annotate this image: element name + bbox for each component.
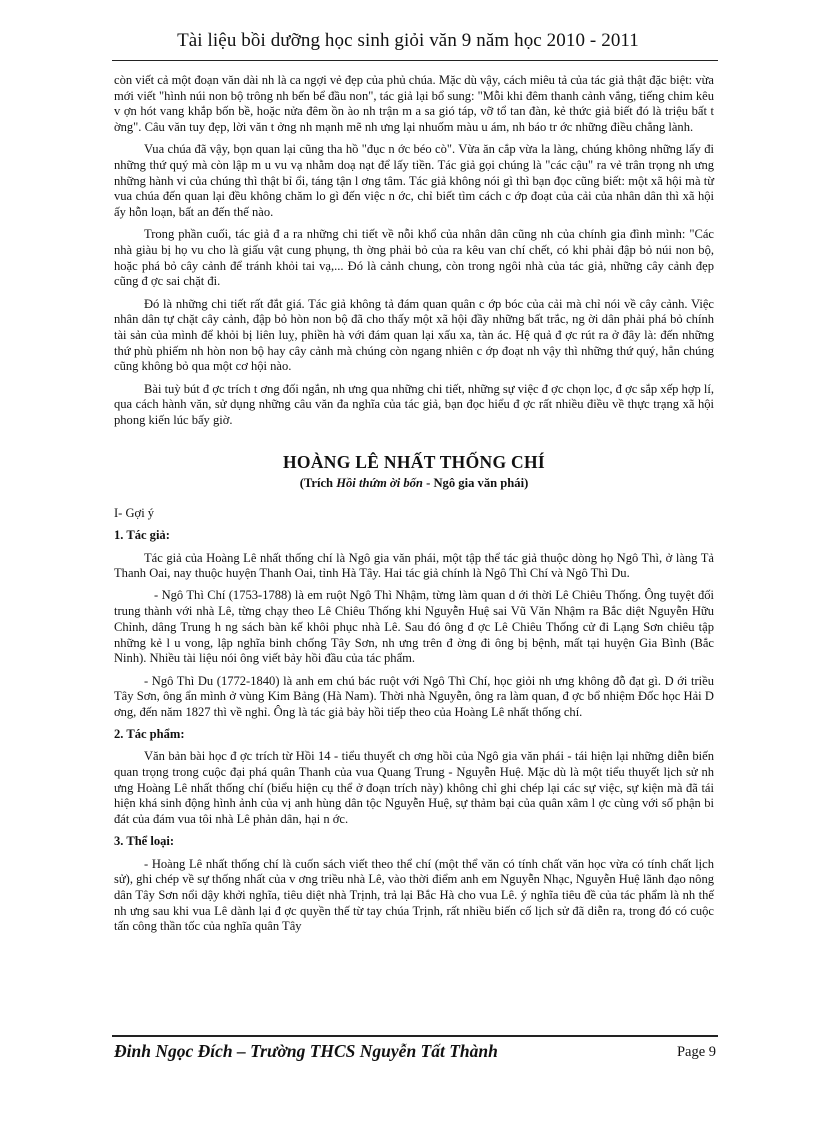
paragraph: Trong phần cuối, tác giả đ a ra những chi tiết về nỗi khổ của nhân dân cũng nh của chính gia đình mình: "Các nhà giàu bị họ vu cho là giấu vật cung phụng, th ờng phải bỏ của ra kêu van chí chết, có khi phải đập bỏ núi non bộ, hoặc phá bỏ cây cảnh để tránh khỏi tai vạ,... Đó là cảnh chung, còn trong ngôi nhà của tác giả, những cây cảnh đẹp cũng đ ợc sai chặt đi. <box>114 227 714 289</box>
paragraph: Bài tuỳ bút đ ợc trích t ơng đối ngắn, nh ưng qua những chi tiết, những sự việc đ ợc chọn lọc, đ ợc sắp xếp hợp lí, qua cách hành văn, sử dụng những câu văn đa nghĩa của tác giả, bạn đọc hiểu đ ợc rất nhiều điều về thực trạng xã hội phong kiến lúc bấy giờ. <box>114 381 714 428</box>
chapter-subtitle-post: - Ngô gia văn phái) <box>422 476 529 491</box>
chapter-subtitle-pre: (Trích <box>299 476 337 491</box>
paragraph: Vua chúa đã vậy, bọn quan lại cũng tha hồ "đục n ớc béo cò". Vừa ăn cắp vừa la làng, chúng không những lấy đi những thứ quý mà còn lập m u vu vạ nhằm doạ nạt để lấy tiền. Tác giả gọi chúng là "các cậu" ra vẻ trân trọng nh ưng những hành vi của chúng thì thật bỉ ổi, táng tận l ơng tâm. Tác giả không nói gì thì bạn đọc cũng biết: một xã hội mà từ vua chúa đến quan lại đều không chăm lo gì đến việc n ớc, chỉ biết tìm cách c ớp đoạt của cải của nhân dân thì xã hội ấy hỗn loạn, bất an đến thế nào. <box>114 142 714 220</box>
section-heading: I- Gợi ý <box>114 506 155 521</box>
paragraph: Đó là những chi tiết rất đắt giá. Tác giả không tả đám quan quân c ớp bóc của cải mà chỉ nói về cây cảnh. Việc nhân dân tự chặt cây cảnh, đập bỏ hòn non bộ đã cho thấy một xã hội đầy những bất trắc, ng ời dân phải phá bỏ chính tài sản của mình để khỏi bị liên luỵ, phiền hà với đám quan lại xấu xa, tàn ác. Hệ quả đ ợc rút ra ở đây là: đến những thứ phù phiếm nh hòn non bộ hay cây cảnh mà chúng còn ngang nhiên c ớp đoạt nh vậy thì những thứ quý, hẳn chúng cũng không bỏ qua một cơ hội nào. <box>114 296 714 374</box>
header-divider <box>112 60 718 61</box>
section-heading: 3. Thể loại: <box>114 834 175 849</box>
page-number: Page 9 <box>676 1044 716 1060</box>
chapter-subtitle <box>114 476 714 492</box>
paragraph: - Ngô Thì Chí (1753-1788) là em ruột Ngô Thì Nhậm, từng làm quan d ới thời Lê Chiêu Thống. Ông tuyệt đối trung thành với nhà Lê, từng chạy theo Lê Chiêu Thống khi Nguyễn Huệ sai Vũ Văn Nhậm ra Bắc diệt Nguyễn Hữu Chỉnh, dâng Trung h ng sách bàn kế khôi phục nhà Lê. Sau đó ông đ ợc Lê Chiêu Thống cử đi Lạng Sơn chiêu tập những kẻ l u vong, lập nghĩa binh chống Tây Sơn, nh ưng trên đ ờng đi ông bị bệnh, mất tại huyện Gia Bình (Bắc Ninh). Nhiều tài liệu nói ông viết bảy hồi đầu của tác phẩm. <box>114 588 714 666</box>
paragraph: còn viết cả một đoạn văn dài nh là ca ngợi vẻ đẹp của phủ chúa. Mặc dù vậy, cách miêu tả của tác giả thật đặc biệt: vừa mới viết "hình núi non bộ trông nh bến bể đầu non", tác giả lại bổ sung: "Mỗi khi đêm thanh cảnh vắng, tiếng chim kêu v ợn hót vang khắp bốn bề, hoặc nửa đêm ồn ào nh trận m a sa gió táp, vỡ tổ tan đàn, kẻ thức giả biết đó là triệu bất t ờng". Câu văn tuy đẹp, lời văn t ởng nh mạnh mẽ nh ưng lại nhuốm màu u ám, nh báo tr ớc những điều chẳng lành. <box>114 73 714 135</box>
chapter-subtitle-italic: Hồi thứm ời bốn <box>336 476 423 491</box>
page-header-title: Tài liệu bồi dưỡng học sinh giỏi văn 9 năm học 2010 - 2011 <box>177 30 639 51</box>
chapter-title: HOÀNG LÊ NHẤT THỐNG CHÍ <box>283 451 545 472</box>
section-heading: 2. Tác phẩm: <box>114 727 185 742</box>
paragraph: - Ngô Thì Du (1772-1840) là anh em chú bác ruột với Ngô Thì Chí, học giỏi nh ưng không đỗ đạt gì. D ới triều Tây Sơn, ông ẩn mình ở vùng Kim Bảng (Hà Nam). Thời nhà Nguyễn, ông ra làm quan, đ ợc bổ nhiệm Đốc học Hải D ơng, đến năm 1827 thì về nghỉ. Ông là tác giả bảy hồi tiếp theo của Hoàng Lê nhất thống chí. <box>114 673 714 719</box>
paragraph: Văn bản bài học đ ợc trích từ Hồi 14 - tiểu thuyết ch ơng hồi của Ngô gia văn phái - tái hiện lại những diễn biến quan trọng trong cuộc đại phá quân Thanh của vua Quang Trung - Nguyễn Huệ. Mặc dù là một tiểu thuyết lịch sử nh ưng Hoàng Lê nhất thống chí (biểu hiện cụ thể ở đoạn trích này) không chỉ ghi chép lại các sự việc, sự kiện mà đã tái hiện khá sinh động hình ảnh của vị anh hùng dân tộc Nguyễn Huệ, sự thảm bại của quân xâm l ợc cùng với số phận bi đát của đám vua tôi nhà Lê phản dân, hại n ớc. <box>114 749 714 827</box>
document-body <box>114 73 714 942</box>
footer-author: Đinh Ngọc Đích – Trường THCS Nguyễn Tất Thành <box>114 1041 498 1061</box>
footer-divider <box>112 1035 718 1037</box>
paragraph: - Hoàng Lê nhất thống chí là cuốn sách viết theo thể chí (một thể văn có tính chất văn học vừa có tính chất lịch sử), ghi chép về sự thống nhất của v ơng triều nhà Lê, vào thời điểm anh em Nguyễn Nhạc, Nguyễn Huệ lãnh đạo nông dân Tây Sơn nổi dậy khởi nghĩa, tiêu diệt nhà Trịnh, trả lại Bắc Hà cho vua Lê. ý nghĩa tiêu đề của tác phẩm là nh thế nh ưng sau khi vua Lê dành lại đ ợc quyền thế từ tay chúa Trịnh, rất nhiều biến cố lịch sử đã diễn ra, trong đó có cuộc tấn công thần tốc của nghĩa quân Tây <box>114 856 714 934</box>
paragraph: Tác giả của Hoàng Lê nhất thống chí là Ngô gia văn phái, một tập thể tác giả thuộc dòng họ Ngô Thì, ở làng Tả Thanh Oai, nay thuộc huyện Thanh Oai, tỉnh Hà Tây. Hai tác giả chính là Ngô Thì Chí và Ngô Thì Du. <box>114 550 714 581</box>
section-heading: 1. Tác giả: <box>114 528 170 543</box>
